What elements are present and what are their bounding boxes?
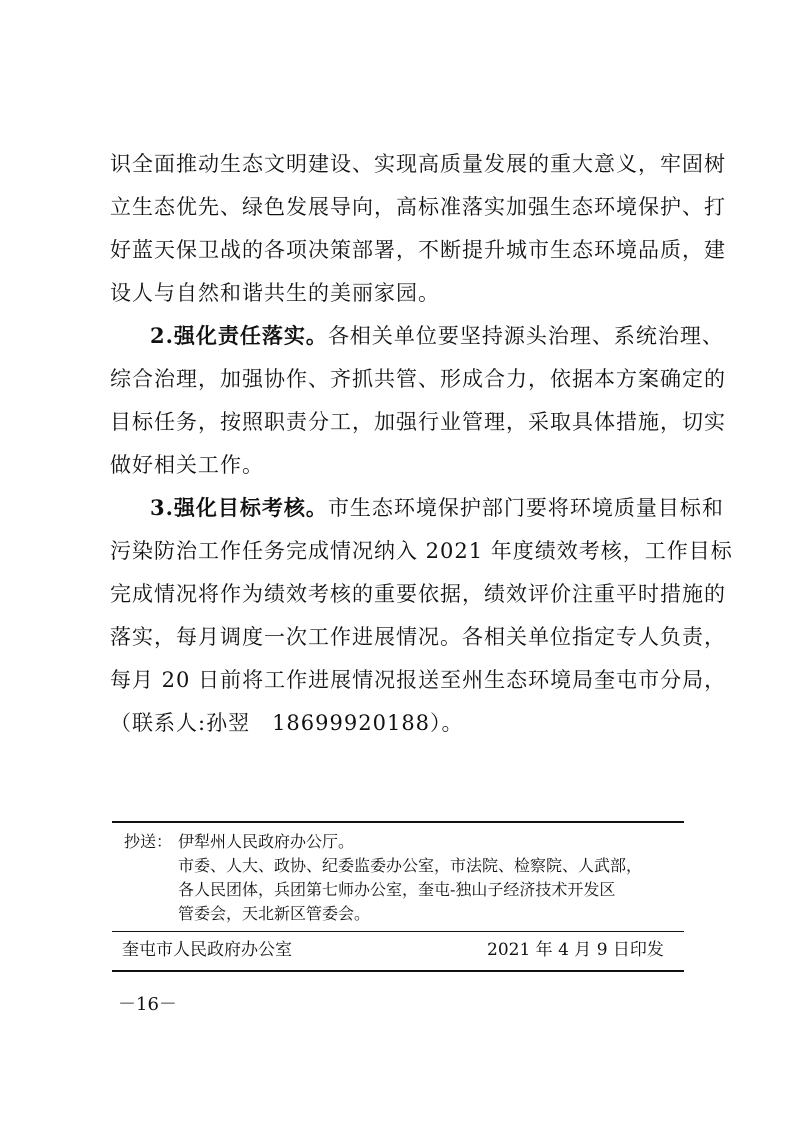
body-line: 每月 20 日前将工作进展情况报送至州生态环境局奎屯市分局，: [110, 668, 727, 692]
page-number: －16－: [118, 994, 177, 1015]
cc-recipient-line: 管委会，天北新区管委会。: [178, 904, 371, 923]
issue-date: 2021 年 4 月 9 日印发: [487, 940, 664, 960]
footer-middle-rule: [112, 931, 684, 932]
body-line: 落实，每月调度一次工作进展情况。各相关单位指定专人负责，: [110, 625, 726, 649]
body-line: 污染防治工作任务完成情况纳入 2021 年度绩效考核，工作目标: [110, 539, 733, 563]
footer-bottom-rule: [112, 970, 684, 972]
body-line: 综合治理，加强协作、齐抓共管、形成合力，依据本方案确定的: [110, 367, 726, 391]
body-text: 市生态环境保护部门要将环境质量目标和: [327, 496, 724, 520]
issuing-office: 奎屯市人民政府办公室: [122, 940, 292, 960]
body-line: 设人与自然和谐共生的美丽家园。: [110, 281, 440, 305]
body-line: （联系人:孙翌 18699920188）。: [110, 711, 464, 735]
body-line: 完成情况将作为绩效考核的重要依据，绩效评价注重平时措施的: [110, 582, 726, 606]
body-line: 目标任务，按照职责分工，加强行业管理，采取具体措施，切实: [110, 410, 726, 434]
cc-recipient-line: 市委、人大、政协、纪委监委办公室，市法院、检察院、人武部，: [178, 856, 643, 875]
cc-label: 抄送：: [124, 832, 173, 851]
paragraph-2-first-line: [150, 323, 724, 348]
body-line: 立生态优先、绿色发展导向，高标准落实加强生态环境保护、打: [110, 195, 726, 219]
section-heading: 2.强化责任落实。: [150, 323, 328, 348]
body-line: 识全面推动生态文明建设、实现高质量发展的重大意义，牢固树: [110, 152, 726, 176]
section-heading: 3.强化目标考核。: [150, 495, 328, 520]
body-text: 各相关单位要坚持源头治理、系统治理、: [327, 324, 724, 348]
footer-top-rule: [112, 821, 684, 823]
paragraph-3-first-line: [150, 495, 724, 520]
body-line: 做好相关工作。: [110, 453, 264, 477]
cc-recipient-line: 伊犁州人民政府办公厅。: [178, 832, 355, 851]
body-line: 好蓝天保卫战的各项决策部署，不断提升城市生态环境品质，建: [110, 238, 726, 262]
cc-recipient-line: 各人民团体，兵团第七师办公室，奎屯-独山子经济技术开发区: [178, 880, 616, 899]
